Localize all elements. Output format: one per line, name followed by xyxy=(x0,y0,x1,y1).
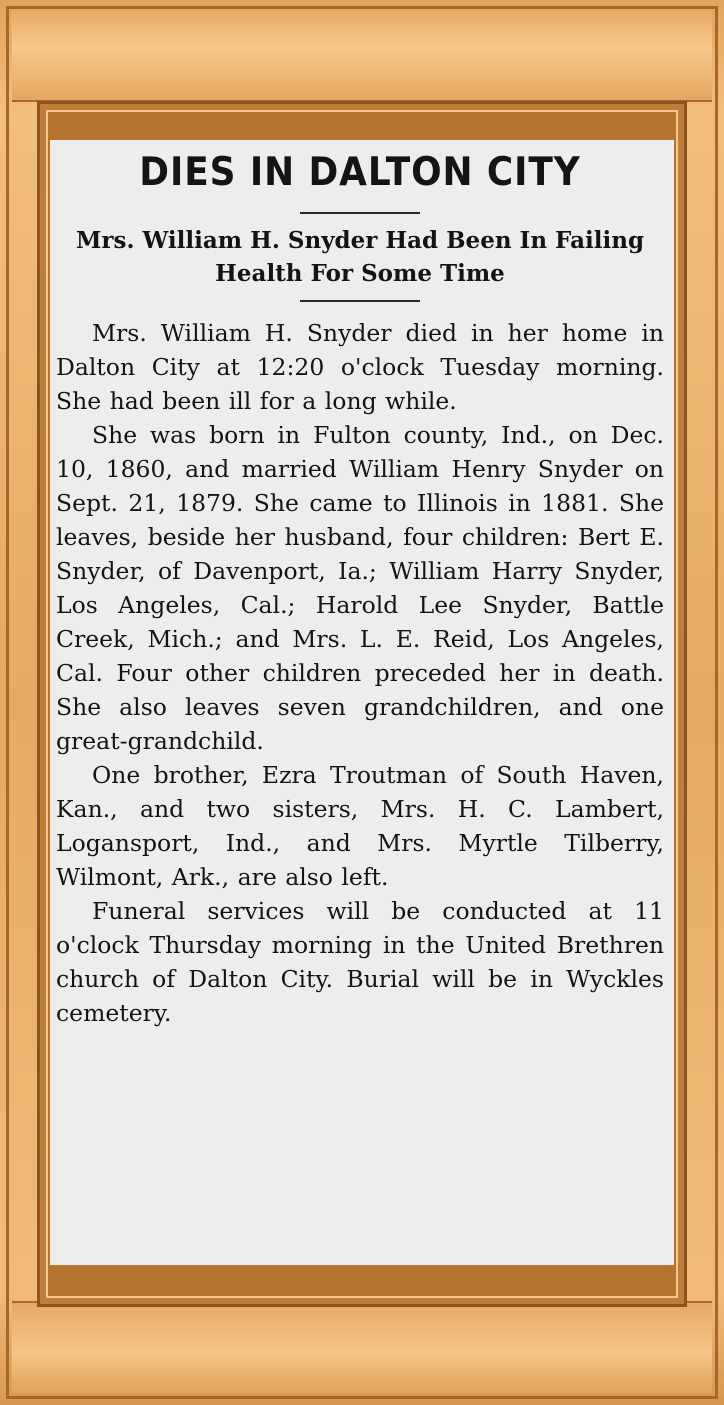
headline: DIES IN DALTON CITY xyxy=(139,150,581,195)
paragraph: Mrs. William H. Snyder died in her home in Dalton City at 12:20 o'clock Tuesday morning. She had been ill for a long while. xyxy=(56,319,664,415)
newspaper-clipping xyxy=(50,140,674,1265)
frame-top-band xyxy=(12,12,712,102)
frame-bottom-band xyxy=(12,1301,712,1393)
paragraph: One brother, Ezra Troutman of South Haven, Kan., and two sisters, Mrs. H. C. Lambert, Logansport, Ind., and Mrs. Myrtle Tilberry, Wilmont, Ark., are also left. xyxy=(56,761,664,891)
paragraph: She was born in Fulton county, Ind., on Dec. 10, 1860, and married William Henry Snyder on Sept. 21, 1879. She came to Illinois in 1881. She leaves, beside her husband, four children: Bert E. Snyder, of Davenport, Ia.; William Harry Snyder, Los Angeles, Cal.; Harold Lee Snyder, Battle Creek, Mich.; and Mrs. L. E. Reid, Los Angeles, Cal. Four other children preceded her in death. She also leaves seven grandchildren, and one great-grandchild. xyxy=(56,421,664,755)
subheadline: Mrs. William H. Snyder Had Been In Failing Health For Some Time xyxy=(75,227,645,287)
paragraph: Funeral services will be conducted at 11 o'clock Thursday morning in the United Brethren church of Dalton City. Burial will be in Wyckles cemetery. xyxy=(56,897,664,1027)
divider-rule xyxy=(300,212,420,214)
divider-rule xyxy=(300,300,420,302)
article-body xyxy=(56,316,664,1030)
